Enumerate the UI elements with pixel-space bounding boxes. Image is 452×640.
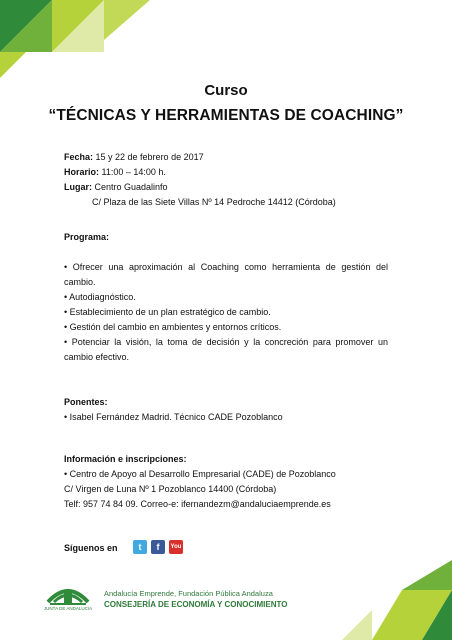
course-label: Curso bbox=[204, 82, 248, 99]
time-label: Horario: bbox=[64, 167, 100, 177]
program-item: • Autodiagnóstico. bbox=[64, 292, 136, 302]
program-item: • Gestión del cambio en ambientes y entornos críticos. bbox=[64, 322, 282, 332]
corner-decoration-top-left bbox=[0, 0, 160, 80]
program-item: • Establecimiento de un plan estratégico de cambio. bbox=[64, 307, 271, 317]
contact-phone-email: Telf: 957 74 84 09. Correo-e: ifernandezm@andaluciaemprende.es bbox=[64, 499, 331, 509]
facebook-icon[interactable]: f bbox=[151, 540, 165, 554]
date-line bbox=[64, 150, 388, 165]
place-value: Centro Guadalinfo bbox=[92, 182, 168, 192]
junta-andalucia-logo bbox=[42, 578, 94, 618]
course-title-block bbox=[0, 82, 452, 125]
corner-decoration-bottom-right bbox=[342, 560, 452, 640]
time-value: 11:00 – 14:00 h. bbox=[99, 167, 166, 177]
course-details bbox=[64, 150, 388, 512]
twitter-icon[interactable]: t bbox=[133, 540, 147, 554]
footer-line-1: Andalucía Emprende, Fundación Pública Andaluza bbox=[104, 589, 273, 598]
contact-center: • Centro de Apoyo al Desarrollo Empresarial (CADE) de Pozoblanco bbox=[64, 469, 336, 479]
social-label: Síguenos en bbox=[64, 543, 118, 553]
contact-heading: Información e inscripciones: bbox=[64, 454, 187, 464]
contact-address: C/ Virgen de Luna Nº 1 Pozoblanco 14400 (Córdoba) bbox=[64, 484, 277, 494]
place-address: C/ Plaza de las Siete Villas Nº 14 Pedroche 14412 (Córdoba) bbox=[92, 197, 336, 207]
social-icons bbox=[133, 540, 183, 554]
course-title: “TÉCNICAS Y HERRAMIENTAS DE COACHING” bbox=[48, 107, 404, 124]
place-line bbox=[64, 180, 388, 195]
date-label: Fecha: bbox=[64, 152, 94, 162]
footer-line-2: CONSEJERÍA DE ECONOMÍA Y CONOCIMIENTO bbox=[104, 600, 288, 609]
place-label: Lugar: bbox=[64, 182, 92, 192]
date-value: 15 y 22 de febrero de 2017 bbox=[93, 152, 204, 162]
speaker-item: • Isabel Fernández Madrid. Técnico CADE Pozoblanco bbox=[64, 412, 283, 422]
program-heading: Programa: bbox=[64, 232, 110, 242]
program-item: • Ofrecer una aproximación al Coaching como herramienta de gestión del cambio. bbox=[64, 262, 388, 287]
youtube-icon[interactable]: You bbox=[169, 540, 183, 554]
time-line bbox=[64, 165, 388, 180]
logo-caption: JUNTA DE ANDALUCIA bbox=[43, 606, 93, 611]
speakers-heading: Ponentes: bbox=[64, 397, 108, 407]
program-item: • Potenciar la visión, la toma de decisión y la concreción para promover un cambio efectivo. bbox=[64, 337, 388, 362]
footer-text bbox=[104, 588, 287, 610]
